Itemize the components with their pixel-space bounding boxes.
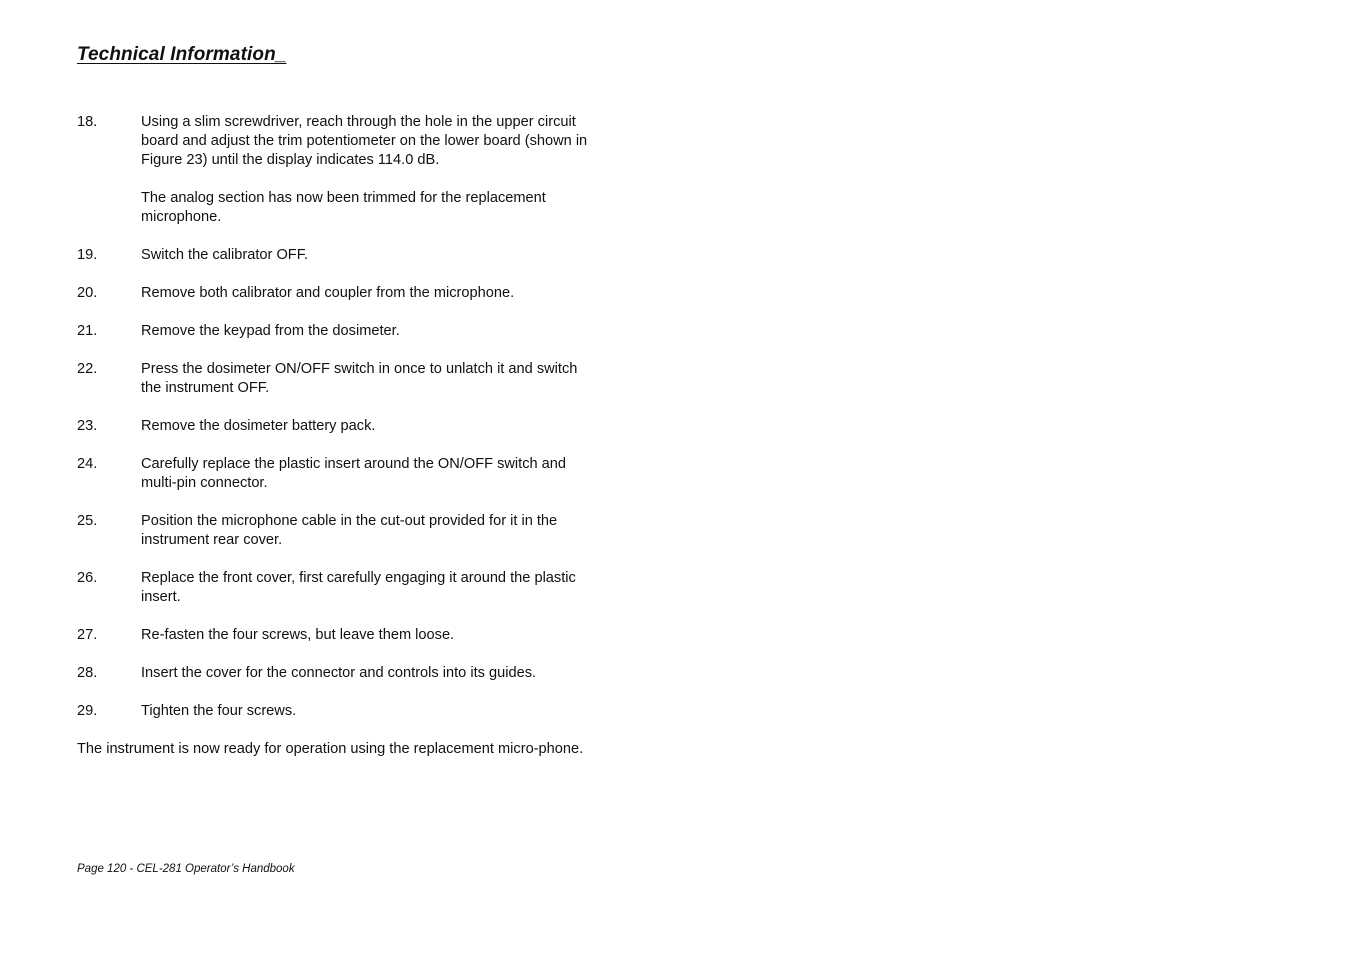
- step-note: The analog section has now been trimmed for the replacement microphone.: [141, 190, 546, 225]
- step-23: [77, 417, 597, 436]
- step-text: Tighten the four screws.: [141, 703, 297, 719]
- step-28: [77, 664, 597, 683]
- step-body: [141, 113, 597, 227]
- step-text: Position the microphone cable in the cut-out provided for it in the instrument rear cover.: [141, 513, 558, 548]
- step-22: [77, 360, 597, 398]
- step-text: Press the dosimeter ON/OFF switch in once to unlatch it and switch the instrument OFF.: [141, 361, 578, 396]
- step-number: 21.: [77, 323, 98, 339]
- step-25: [77, 512, 597, 550]
- step-number: 19.: [77, 247, 98, 263]
- procedure-content: [77, 113, 597, 759]
- step-number: 27.: [77, 627, 98, 643]
- step-27: [77, 626, 597, 645]
- step-number: 25.: [77, 513, 98, 529]
- step-20: [77, 284, 597, 303]
- step-text: Remove the dosimeter battery pack.: [141, 418, 376, 434]
- step-number: 23.: [77, 418, 98, 434]
- step-text: Remove the keypad from the dosimeter.: [141, 323, 400, 339]
- step-text: Using a slim screwdriver, reach through the hole in the upper circuit board and adjust the trim potentiometer on the lower board (shown in Figure 23) until the display indicates 114.0 dB.: [141, 114, 588, 168]
- step-29: [77, 702, 597, 721]
- step-number: 24.: [77, 456, 98, 472]
- step-text: Switch the calibrator OFF.: [141, 247, 309, 263]
- step-text: Replace the front cover, first carefully engaging it around the plastic insert.: [141, 570, 576, 605]
- step-number: 18.: [77, 114, 98, 130]
- step-18: [77, 113, 597, 227]
- step-number: 26.: [77, 570, 98, 586]
- step-text: Carefully replace the plastic insert around the ON/OFF switch and multi-pin connector.: [141, 456, 567, 491]
- step-number: 22.: [77, 361, 98, 377]
- page-footer: Page 120 - CEL-281 Operator’s Handbook: [77, 863, 295, 875]
- step-number: 20.: [77, 285, 98, 301]
- step-number: 28.: [77, 665, 98, 681]
- step-26: [77, 569, 597, 607]
- step-number: 29.: [77, 703, 98, 719]
- step-text: Insert the cover for the connector and controls into its guides.: [141, 665, 537, 681]
- step-text: Re-fasten the four screws, but leave them loose.: [141, 627, 455, 643]
- closing-paragraph: The instrument is now ready for operation using the replacement micro-phone.: [77, 741, 584, 757]
- page-title: Technical Information_: [77, 44, 287, 65]
- step-19: [77, 246, 597, 265]
- step-21: [77, 322, 597, 341]
- step-text: Remove both calibrator and coupler from the microphone.: [141, 285, 515, 301]
- step-24: [77, 455, 597, 493]
